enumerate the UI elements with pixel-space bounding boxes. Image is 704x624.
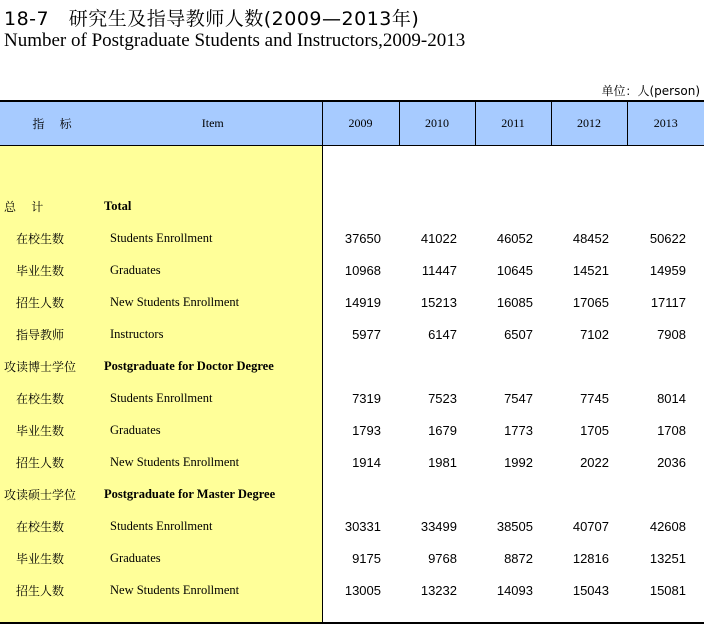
indicator-zh: 招生人数	[0, 286, 104, 318]
item-en: New Students Enrollment	[104, 574, 322, 606]
value-cell	[399, 478, 475, 510]
item-en: Students Enrollment	[104, 510, 322, 542]
indicator-zh: 毕业生数	[0, 542, 104, 574]
indicator-zh: 在校生数	[0, 510, 104, 542]
table-title-zh-text: 研究生及指导教师人数(2009—2013年)	[68, 8, 420, 30]
unit-label: 单位：人(person)	[601, 84, 700, 98]
value-cell: 38505	[496, 518, 533, 534]
indicator-zh: 总 计	[0, 190, 104, 222]
item-en: New Students Enrollment	[104, 286, 322, 318]
value-cell: 7319	[352, 390, 381, 406]
header-indicator: 指 标	[0, 101, 104, 146]
header-year: 2010	[399, 101, 475, 146]
indicator-zh: 攻读硕士学位	[0, 478, 104, 510]
value-cell	[322, 478, 399, 510]
item-en: Graduates	[104, 254, 322, 286]
statistics-table-wrapper	[0, 100, 704, 624]
table-row	[0, 414, 704, 446]
value-cell: 15081	[649, 582, 686, 598]
value-cell: 33499	[420, 518, 457, 534]
item-en: Graduates	[104, 414, 322, 446]
value-cell	[399, 350, 475, 382]
value-cell: 16085	[496, 294, 533, 310]
indicator-zh: 在校生数	[0, 382, 104, 414]
value-cell	[322, 190, 399, 222]
indicator-zh: 在校生数	[0, 222, 104, 254]
section-row	[0, 190, 704, 222]
value-cell: 1992	[504, 454, 533, 470]
value-cell: 1914	[352, 454, 381, 470]
value-cell: 15043	[572, 582, 609, 598]
indicator-zh: 毕业生数	[0, 254, 104, 286]
value-cell: 2036	[657, 454, 686, 470]
value-cell: 6507	[504, 326, 533, 342]
item-en: Postgraduate for Doctor Degree	[104, 350, 322, 382]
header-year: 2011	[475, 101, 551, 146]
table-title-en: Number of Postgraduate Students and Instructors,2009-2013	[4, 30, 466, 51]
table-row	[0, 542, 704, 574]
section-row	[0, 350, 704, 382]
value-cell	[475, 190, 551, 222]
value-cell: 40707	[572, 518, 609, 534]
value-cell: 1793	[352, 422, 381, 438]
table-row	[0, 382, 704, 414]
header-row	[0, 101, 704, 146]
table-body	[0, 146, 704, 624]
section-row	[0, 478, 704, 510]
value-cell: 9175	[352, 550, 381, 566]
value-cell: 2022	[580, 454, 609, 470]
value-cell: 37650	[344, 230, 381, 246]
value-cell: 14093	[496, 582, 533, 598]
value-cell: 10968	[344, 262, 381, 278]
value-cell: 1705	[580, 422, 609, 438]
table-row	[0, 286, 704, 318]
value-cell: 50622	[649, 230, 686, 246]
value-cell: 30331	[344, 518, 381, 534]
value-cell: 10645	[496, 262, 533, 278]
item-en: Total	[104, 190, 322, 222]
value-cell: 13251	[649, 550, 686, 566]
header-year: 2009	[322, 101, 399, 146]
value-cell: 46052	[496, 230, 533, 246]
value-cell	[627, 478, 704, 510]
header-item: Item	[104, 101, 322, 146]
spacer-row	[0, 146, 704, 191]
value-cell	[399, 190, 475, 222]
value-cell	[475, 350, 551, 382]
value-cell: 42608	[649, 518, 686, 534]
value-cell: 12816	[572, 550, 609, 566]
header-year: 2013	[627, 101, 704, 146]
item-en: Students Enrollment	[104, 382, 322, 414]
value-cell	[475, 478, 551, 510]
value-cell: 48452	[572, 230, 609, 246]
item-en: Students Enrollment	[104, 222, 322, 254]
value-cell: 17117	[650, 294, 686, 310]
value-cell: 8872	[504, 550, 533, 566]
value-cell: 17065	[572, 294, 609, 310]
indicator-zh: 招生人数	[0, 446, 104, 478]
padding-row	[0, 606, 704, 623]
value-cell	[551, 190, 627, 222]
table-row	[0, 254, 704, 286]
table-row	[0, 510, 704, 542]
item-en: New Students Enrollment	[104, 446, 322, 478]
statistics-table	[0, 100, 704, 624]
value-cell: 13232	[420, 582, 457, 598]
value-cell: 14959	[649, 262, 686, 278]
item-en: Postgraduate for Master Degree	[104, 478, 322, 510]
value-cell	[322, 350, 399, 382]
value-cell: 1773	[504, 422, 533, 438]
value-cell: 7908	[657, 326, 686, 342]
value-cell	[627, 190, 704, 222]
value-cell: 7745	[580, 390, 609, 406]
value-cell: 9768	[428, 550, 457, 566]
value-cell	[627, 350, 704, 382]
value-cell	[551, 350, 627, 382]
table-title-zh	[4, 4, 419, 31]
value-cell: 8014	[657, 390, 686, 406]
value-cell: 7102	[580, 326, 609, 342]
value-cell: 15213	[420, 294, 457, 310]
value-cell: 7523	[428, 390, 457, 406]
item-en: Graduates	[104, 542, 322, 574]
value-cell: 1708	[657, 422, 686, 438]
table-row	[0, 574, 704, 606]
value-cell: 14521	[572, 262, 609, 278]
indicator-zh: 指导教师	[0, 318, 104, 350]
table-number: 18-7	[4, 8, 50, 30]
value-cell: 6147	[428, 326, 457, 342]
table-row	[0, 446, 704, 478]
value-cell: 41022	[420, 230, 457, 246]
value-cell	[551, 478, 627, 510]
value-cell: 7547	[504, 390, 533, 406]
value-cell: 14919	[344, 294, 381, 310]
value-cell: 5977	[352, 326, 381, 342]
value-cell: 11447	[421, 262, 457, 278]
value-cell: 1679	[428, 422, 457, 438]
indicator-zh: 攻读博士学位	[0, 350, 104, 382]
value-cell: 1981	[428, 454, 457, 470]
item-en: Instructors	[104, 318, 322, 350]
table-row	[0, 318, 704, 350]
indicator-zh: 招生人数	[0, 574, 104, 606]
table-row	[0, 222, 704, 254]
header-year: 2012	[551, 101, 627, 146]
indicator-zh: 毕业生数	[0, 414, 104, 446]
value-cell: 13005	[344, 582, 381, 598]
